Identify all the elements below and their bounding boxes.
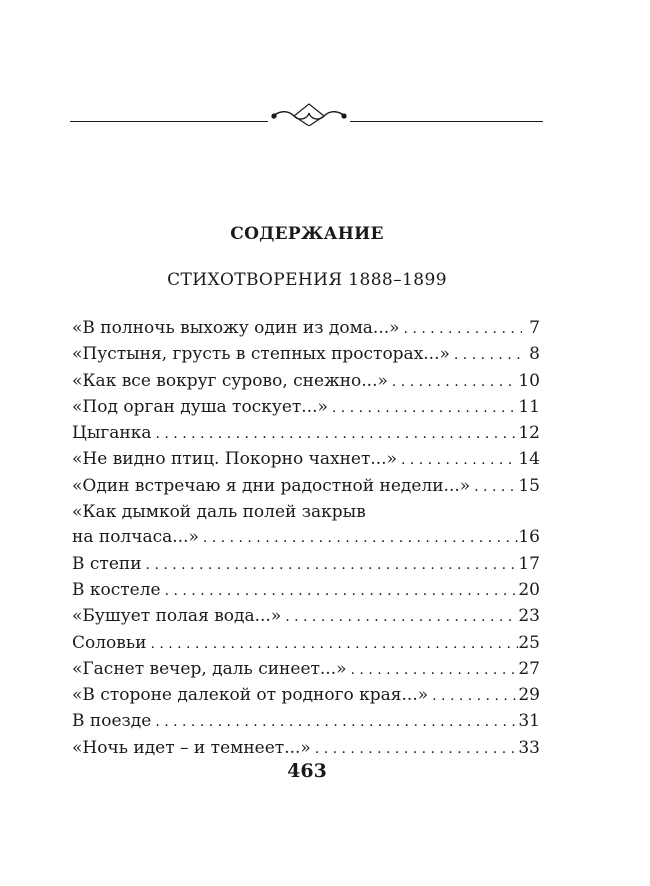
leader-dots [311, 737, 519, 762]
toc-entry-page: 31 [518, 711, 540, 732]
toc-entry[interactable] [72, 316, 540, 342]
toc-entry-page: 25 [518, 632, 540, 653]
page-number: 463 [287, 760, 327, 782]
toc-entry[interactable] [72, 369, 540, 395]
toc-entry[interactable] [72, 631, 540, 657]
toc-entry-title: «В полночь выхожу один из дома...» [72, 318, 400, 338]
leader-dots [152, 422, 519, 447]
section-title: СТИХОТВОРЕНИЯ 1888–1899 [167, 270, 447, 290]
toc-entry-page: 7 [529, 318, 540, 338]
toc-entry[interactable] [72, 578, 540, 604]
toc-entry[interactable] [72, 736, 540, 762]
toc-entry-title: В костеле [72, 579, 161, 600]
leader-dots [450, 343, 522, 368]
leader-dots [470, 475, 518, 500]
toc-entry-title: «Один встречаю я дни радостной недели...» [72, 475, 471, 496]
toc-entry-title: «В стороне далекой от родного края...» [72, 685, 429, 706]
leader-dots [151, 710, 518, 735]
toc-entry[interactable] [72, 500, 540, 525]
page-title: СОДЕРЖАНИЕ [230, 224, 384, 244]
toc-entry-title: Цыганка [72, 423, 152, 444]
toc-entry[interactable] [72, 395, 540, 421]
toc-entry-page: 15 [518, 475, 540, 496]
toc-entry-page: 20 [518, 579, 540, 600]
toc-entry-page: 33 [518, 737, 540, 758]
toc-entry-title: на полчаса...» [72, 527, 199, 548]
table-of-contents [72, 316, 540, 762]
toc-entry-title: «Как все вокруг сурово, снежно...» [72, 370, 388, 391]
leader-dots [161, 579, 519, 604]
toc-entry-page: 27 [518, 658, 540, 679]
toc-entry[interactable] [72, 657, 540, 683]
toc-entry[interactable] [72, 421, 540, 447]
toc-entry-page: 16 [518, 527, 540, 548]
leader-dots [388, 370, 518, 395]
toc-entry[interactable] [72, 604, 540, 630]
leader-dots [142, 553, 519, 578]
leader-dots [328, 396, 518, 421]
toc-entry-title: «Под орган душа тоскует...» [72, 396, 328, 417]
leader-dots [281, 605, 518, 630]
leader-dots [397, 448, 518, 473]
toc-entry-continuation[interactable] [72, 525, 540, 551]
toc-entry-title: В степи [72, 553, 142, 574]
toc-entry-page: 8 [529, 344, 540, 365]
leader-dots [146, 632, 518, 657]
toc-entry-title: Соловьи [72, 632, 147, 653]
toc-entry-page: 14 [518, 449, 540, 470]
toc-entry-title: «Бушует полая вода...» [72, 606, 282, 627]
toc-entry-page: 23 [518, 606, 540, 627]
toc-entry[interactable] [72, 552, 540, 578]
toc-entry[interactable] [72, 709, 540, 735]
toc-entry-title: В поезде [72, 711, 152, 732]
toc-entry[interactable] [72, 683, 540, 709]
toc-entry-title: «Как дымкой даль полей закрыв [72, 502, 366, 523]
toc-entry-page: 17 [518, 553, 540, 574]
leader-dots [199, 526, 518, 551]
toc-entry-page: 10 [518, 370, 540, 391]
toc-entry[interactable] [72, 474, 540, 500]
toc-entry-page: 12 [518, 423, 540, 444]
leader-dots [347, 658, 519, 683]
toc-entry-title: «Не видно птиц. Покорно чахнет...» [72, 449, 397, 470]
toc-entry-title: «Гаснет вечер, даль синеет...» [72, 658, 347, 679]
toc-entry-page: 29 [518, 685, 540, 706]
leader-dots [400, 317, 522, 342]
toc-entry-page: 11 [518, 396, 540, 417]
leader-dots [428, 684, 518, 709]
toc-entry-title: «Пустыня, грусть в степных просторах...» [72, 344, 450, 365]
toc-entry[interactable] [72, 342, 540, 368]
toc-entry[interactable] [72, 447, 540, 473]
ornament-icon [268, 100, 350, 126]
toc-entry-title: «Ночь идет – и темнеет...» [72, 737, 311, 758]
